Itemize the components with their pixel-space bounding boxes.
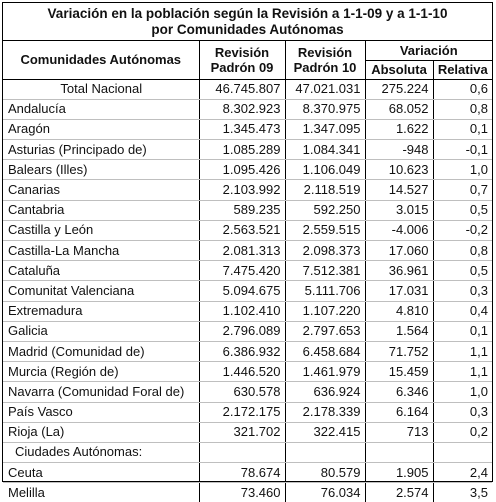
cell-name: Comunitat Valenciana (3, 281, 199, 301)
table-row (3, 422, 492, 442)
table-row (3, 321, 492, 341)
cell-name: Cataluña (3, 261, 199, 281)
cell-p10: 6.458.684 (285, 341, 365, 361)
cell-abs: 713 (365, 422, 433, 442)
cell-abs: 68.052 (365, 99, 433, 119)
cell-name: Galicia (3, 321, 199, 341)
cell-rel: 0,8 (433, 99, 492, 119)
header-rev10-line2: Padrón 10 (293, 59, 357, 75)
cell-rel: 1,0 (433, 160, 492, 180)
cell-rel: 0,1 (433, 119, 492, 139)
cell-name: Ceuta (3, 463, 199, 483)
cell-p10: 8.370.975 (285, 99, 365, 119)
cell-p10: 2.797.653 (285, 321, 365, 341)
cell-rel: 0,8 (433, 241, 492, 261)
cell-name: Madrid (Comunidad de) (3, 341, 199, 361)
header-rev10 (285, 41, 365, 79)
cell-name: Asturias (Principado de) (3, 140, 199, 160)
cell-rel: 1,1 (433, 341, 492, 361)
cell-p09: 2.103.992 (199, 180, 285, 200)
cell-abs: 15.459 (365, 362, 433, 382)
table-row-total (3, 79, 492, 99)
cell-abs: 17.060 (365, 241, 433, 261)
empty-cell (433, 442, 492, 462)
cell-p10: 592.250 (285, 200, 365, 220)
cell-name: Cantabria (3, 200, 199, 220)
cell-rel: 0,2 (433, 422, 492, 442)
cell-rel: 0,7 (433, 180, 492, 200)
cell-rel: 0,5 (433, 261, 492, 281)
cell-p09: 1.095.426 (199, 160, 285, 180)
table-row (3, 483, 492, 502)
cell-name: Melilla (3, 483, 199, 502)
table-row (3, 261, 492, 281)
cell-rel: 1,0 (433, 382, 492, 402)
cell-rel: 0,1 (433, 321, 492, 341)
cell-abs: 275.224 (365, 79, 433, 99)
cell-abs: 71.752 (365, 341, 433, 361)
cell-rel: 1,1 (433, 362, 492, 382)
cell-p10: 7.512.381 (285, 261, 365, 281)
cell-rel: 0,5 (433, 200, 492, 220)
table-row (3, 200, 492, 220)
empty-cell (285, 442, 365, 462)
cell-p10: 2.559.515 (285, 220, 365, 240)
table-row (3, 119, 492, 139)
section-row-cities (3, 442, 492, 462)
cell-name: País Vasco (3, 402, 199, 422)
cell-p09: 630.578 (199, 382, 285, 402)
cell-p09: 1.085.289 (199, 140, 285, 160)
table-row (3, 301, 492, 321)
cell-rel: 0,4 (433, 301, 492, 321)
cell-p09: 2.081.313 (199, 241, 285, 261)
cell-p10: 47.021.031 (285, 79, 365, 99)
cell-abs: 1.905 (365, 463, 433, 483)
cell-abs: 17.031 (365, 281, 433, 301)
cell-p09: 2.172.175 (199, 402, 285, 422)
table-row (3, 140, 492, 160)
cell-name: Canarias (3, 180, 199, 200)
cell-abs: 14.527 (365, 180, 433, 200)
header-rev09 (199, 41, 285, 79)
header-absolute: Absoluta (365, 60, 433, 79)
cell-p09: 321.702 (199, 422, 285, 442)
cell-rel: -0,1 (433, 140, 492, 160)
empty-cell (365, 442, 433, 462)
cell-name: Total Nacional (3, 79, 199, 99)
cell-name: Murcia (Región de) (3, 362, 199, 382)
empty-cell (199, 442, 285, 462)
cell-rel: -0,2 (433, 220, 492, 240)
table-row (3, 463, 492, 483)
cell-rel: 0,6 (433, 79, 492, 99)
table-row (3, 341, 492, 361)
cell-name: Extremadura (3, 301, 199, 321)
cell-abs: 4.810 (365, 301, 433, 321)
cell-abs: 36.961 (365, 261, 433, 281)
cell-name: Rioja (La) (3, 422, 199, 442)
cell-abs: 2.574 (365, 483, 433, 502)
table-row (3, 281, 492, 301)
cell-abs: 3.015 (365, 200, 433, 220)
population-table (3, 41, 492, 502)
header-relative: Relativa (433, 60, 492, 79)
cell-p09: 46.745.807 (199, 79, 285, 99)
cell-name: Castilla-La Mancha (3, 241, 199, 261)
cell-abs: -948 (365, 140, 433, 160)
title-line-1: Variación en la población según la Revisión a 1-1-09 y a 1-1-10 (47, 6, 448, 21)
table-row (3, 220, 492, 240)
cell-p09: 2.563.521 (199, 220, 285, 240)
cell-p09: 8.302.923 (199, 99, 285, 119)
cell-p09: 78.674 (199, 463, 285, 483)
cell-name: Aragón (3, 119, 199, 139)
cell-name: Balears (Illes) (3, 160, 199, 180)
table-row (3, 99, 492, 119)
cell-abs: 6.346 (365, 382, 433, 402)
cell-p09: 1.345.473 (199, 119, 285, 139)
table-title (3, 3, 492, 41)
cell-rel: 0,3 (433, 281, 492, 301)
cell-p09: 589.235 (199, 200, 285, 220)
cell-p10: 2.118.519 (285, 180, 365, 200)
cell-p10: 2.098.373 (285, 241, 365, 261)
cell-p09: 73.460 (199, 483, 285, 502)
cell-rel: 3,5 (433, 483, 492, 502)
cell-p10: 1.106.049 (285, 160, 365, 180)
cell-rel: 2,4 (433, 463, 492, 483)
cell-p09: 6.386.932 (199, 341, 285, 361)
table-row (3, 362, 492, 382)
cell-abs: 6.164 (365, 402, 433, 422)
title-line-2: por Comunidades Autónomas (151, 22, 344, 37)
cell-p10: 322.415 (285, 422, 365, 442)
cell-p10: 76.034 (285, 483, 365, 502)
cell-name: Castilla y León (3, 220, 199, 240)
cell-p09: 5.094.675 (199, 281, 285, 301)
cell-p09: 1.446.520 (199, 362, 285, 382)
cell-rel: 0,3 (433, 402, 492, 422)
header-rev10-line1: Revisión (297, 44, 353, 60)
cell-p09: 1.102.410 (199, 301, 285, 321)
cell-p10: 1.347.095 (285, 119, 365, 139)
table-body (3, 79, 492, 502)
header-communities: Comunidades Autónomas (3, 41, 199, 79)
table-row (3, 241, 492, 261)
cell-p10: 2.178.339 (285, 402, 365, 422)
section-label: Ciudades Autónomas: (3, 442, 199, 462)
cell-abs: 1.622 (365, 119, 433, 139)
table-row (3, 180, 492, 200)
header-variation: Variación (365, 41, 492, 60)
table-header (3, 41, 492, 79)
cell-name: Andalucía (3, 99, 199, 119)
header-rev09-line1: Revisión (214, 44, 270, 60)
cell-p10: 80.579 (285, 463, 365, 483)
cell-p09: 2.796.089 (199, 321, 285, 341)
cell-p10: 636.924 (285, 382, 365, 402)
cell-p10: 1.084.341 (285, 140, 365, 160)
header-rev09-line2: Padrón 09 (210, 59, 274, 75)
table-row (3, 382, 492, 402)
cell-abs: -4.006 (365, 220, 433, 240)
cell-name: Navarra (Comunidad Foral de) (3, 382, 199, 402)
cell-p09: 7.475.420 (199, 261, 285, 281)
population-table-frame (2, 2, 493, 500)
cell-p10: 1.461.979 (285, 362, 365, 382)
cell-abs: 10.623 (365, 160, 433, 180)
cell-abs: 1.564 (365, 321, 433, 341)
cell-p10: 5.111.706 (285, 281, 365, 301)
cell-p10: 1.107.220 (285, 301, 365, 321)
table-row (3, 160, 492, 180)
table-row (3, 402, 492, 422)
